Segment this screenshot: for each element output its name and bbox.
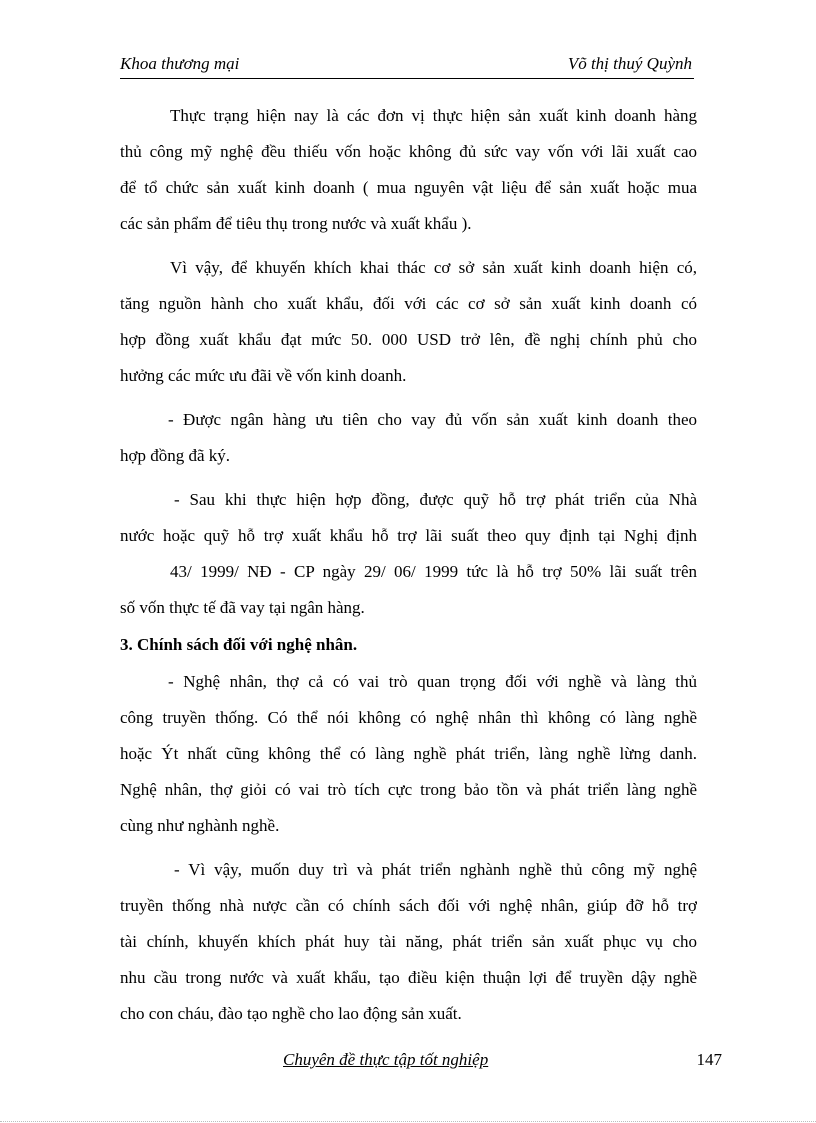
paragraph-bank-loan xyxy=(120,402,697,474)
text-line: - Được ngân hàng ưu tiên cho vay đủ vốn sản xuất kinh doanh theo xyxy=(168,410,697,429)
text-line: cùng như nghành nghề. xyxy=(120,816,280,835)
text-line: truyền thống nhà nược cần có chính sách đối với nghệ nhân, giúp đỡ hỗ trợ xyxy=(120,896,697,915)
page-bottom-divider xyxy=(0,1121,816,1122)
text-line: hoặc Ýt nhất cũng không thể có làng nghề phát triển, làng nghề lừng danh. xyxy=(120,744,697,763)
text-line: nước hoặc quỹ hỗ trợ xuất khẩu hỗ trợ lãi suất theo quy định tại Nghị định xyxy=(120,526,697,545)
text-line: hợp đồng xuất khẩu đạt mức 50. 000 USD trở lên, đề nghị chính phủ cho xyxy=(120,330,697,349)
text-line: - Nghệ nhân, thợ cả có vai trò quan trọng đối với nghề và làng thủ xyxy=(168,672,697,691)
text-line: tăng nguồn hành cho xuất khẩu, đối với các cơ sở sản xuất kinh doanh có xyxy=(120,294,697,313)
text-line: để tổ chức sản xuất kinh doanh ( mua nguyên vật liệu để sản xuất hoặc mua xyxy=(120,178,697,197)
text-line: Nghệ nhân, thợ giỏi có vai trò tích cực trong bảo tồn và phát triển làng nghề xyxy=(120,780,697,799)
page-footer xyxy=(0,1050,816,1074)
section-heading: 3. Chính sách đối với nghệ nhân. xyxy=(120,635,358,654)
text-line: thủ công mỹ nghệ đều thiếu vốn hoặc không đủ sức vay vốn với lãi xuất cao xyxy=(120,142,697,161)
text-line: tài chính, khuyến khích phát huy tài năng, phát triển sản xuất phục vụ cho xyxy=(120,932,697,951)
page-number: 147 xyxy=(696,1050,722,1069)
paragraph-incentive-proposal xyxy=(120,250,697,394)
text-line: Vì vậy, để khuyến khích khai thác cơ sở sản xuất kinh doanh hiện có, xyxy=(170,258,697,277)
text-line: - Sau khi thực hiện hợp đồng, được quỹ hỗ trợ phát triển của Nhà xyxy=(174,490,697,509)
text-line: - Vì vậy, muốn duy trì và phát triển nghành nghề thủ công mỹ nghệ xyxy=(174,860,697,879)
text-line: hợp đồng đã ký. xyxy=(120,446,231,465)
text-line: cho con cháu, đào tạo nghề cho lao động sản xuất. xyxy=(120,1004,462,1023)
text-line: Thực trạng hiện nay là các đơn vị thực hiện sản xuất kinh doanh hàng xyxy=(170,106,697,125)
paragraph-interest-support xyxy=(120,482,697,626)
header-author: Võ thị thuý Quỳnh xyxy=(567,54,692,73)
paragraph-artisan-policy xyxy=(120,852,697,1032)
text-line: các sản phẩm để tiêu thụ trong nước và xuất khẩu ). xyxy=(120,214,472,233)
page-header xyxy=(120,52,694,79)
text-line: công truyền thống. Có thể nói không có nghệ nhân thì không có làng nghề xyxy=(120,708,697,727)
text-line: nhu cầu trong nước và xuất khẩu, tạo điều kiện thuận lợi để truyền dậy nghề xyxy=(120,968,697,987)
text-line: hưởng các mức ưu đãi về vốn kinh doanh. xyxy=(120,366,407,385)
footer-title: Chuyên đề thực tập tốt nghiệp xyxy=(283,1050,489,1069)
text-line: 43/ 1999/ NĐ - CP ngày 29/ 06/ 1999 tức là hỗ trợ 50% lãi suất trên xyxy=(170,562,697,581)
text-line: số vốn thực tế đã vay tại ngân hàng. xyxy=(120,598,365,617)
paragraph-current-situation xyxy=(120,98,697,242)
document-body xyxy=(120,98,697,1032)
paragraph-artisan-role xyxy=(120,664,697,844)
header-faculty: Khoa thương mại xyxy=(120,54,240,73)
